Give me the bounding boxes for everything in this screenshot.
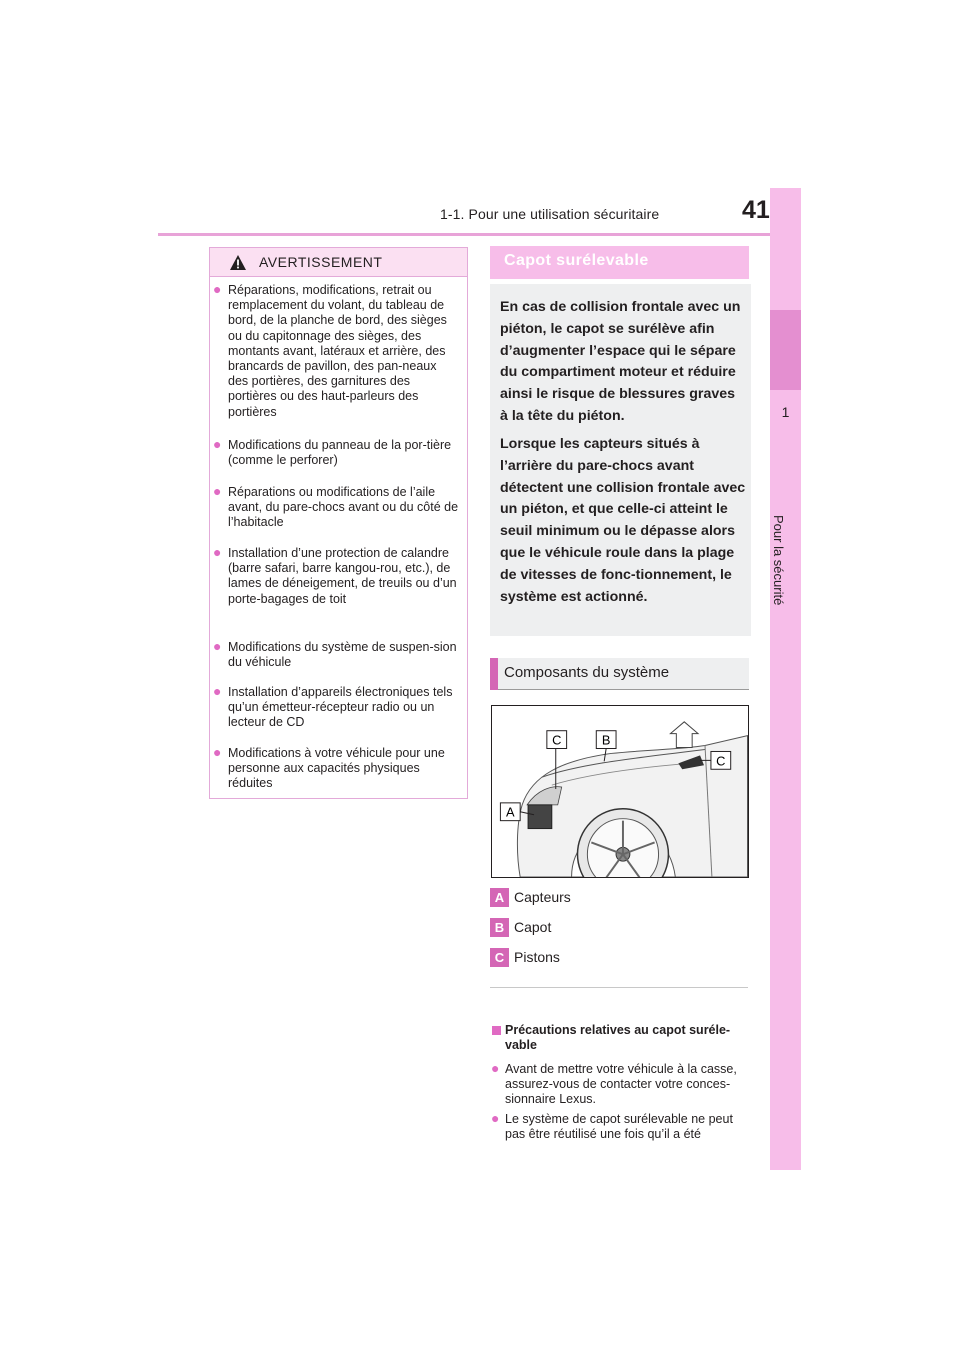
illustration-label-a: A [506, 804, 515, 820]
header-rule [158, 233, 770, 236]
warning-item: ● Installation d’appareils électroniques tels qu’un émetteur-récepteur radio ou un lecteur de CD [213, 683, 453, 730]
chapter-title: Pour la sécurité [771, 515, 786, 606]
legend-label-capot: Capot [514, 919, 552, 935]
capot-paragraph: Lorsque les capteurs situés à l’arrière du pare-chocs avant détectent une collision frontale avec un piéton, et que celle-ci atteint le seuil minimum ou le dépasse alors que le véhicule roule dans la plage de vitesses de fonc-tionnement, le système est actionné. [500, 436, 746, 605]
illustration-label-c1: C [552, 732, 562, 748]
section-header: 1-1. Pour une utilisation sécuritaire [440, 206, 660, 222]
warning-item: ● Modifications du panneau de la por-tière (comme le perforer) [213, 436, 452, 468]
bullet-icon: ● [213, 544, 222, 560]
square-bullet-icon [492, 1026, 501, 1035]
components-title: Composants du système [504, 664, 670, 681]
components-header-bar [490, 658, 498, 690]
section-divider [490, 987, 748, 988]
warning-triangle-icon [229, 254, 247, 271]
bullet-icon: ● [491, 1110, 500, 1126]
bullet-icon: ● [213, 281, 222, 297]
legend-label-pistons: Pistons [514, 949, 560, 965]
capot-paragraph: En cas de collision frontale avec un piéton, le capot se surélève afin d’augmenter l’espace qui le sépare du compartiment moteur et réduire ainsi le risque de blessures graves à la tête du piéton. [500, 299, 741, 424]
notes-title: Précautions relatives au capot suréle-vable [505, 1023, 750, 1053]
warning-item: ● Modifications à votre véhicule pour une personne aux capacités physiques réduites [213, 744, 445, 791]
bullet-icon: ● [213, 638, 222, 654]
legend-label-capteurs: Capteurs [514, 889, 571, 905]
page-number: 41 [742, 196, 770, 224]
warning-item: ● Installation d’une protection de calandre (barre safari, barre kangou-rou, etc.), de lames de déneigement, de treuils ou d’un porte-bagages de toit [213, 544, 457, 606]
warning-item: ● Réparations ou modifications de l’aile avant, du pare-chocs avant ou du côté de l’habitacle [213, 483, 459, 530]
chapter-tab-marker [770, 310, 801, 390]
bullet-icon: ● [213, 483, 222, 499]
bullet-icon: ● [491, 1060, 500, 1076]
legend-key-b: B [490, 918, 509, 937]
warning-title: AVERTISSEMENT [259, 254, 383, 270]
legend-key-c: C [490, 948, 509, 967]
note-item: ● Le système de capot surélevable ne peut pas être réutilisé une fois qu’il a été [491, 1110, 733, 1142]
note-item: ● Avant de mettre votre véhicule à la casse, assurez-vous de contacter votre conces-sionnaire Lexus. [491, 1060, 737, 1107]
capot-title: Capot surélevable [504, 252, 649, 269]
illustration-label-b: B [601, 732, 611, 748]
warning-item: ● Réparations, modifications, retrait ou remplacement du volant, du tableau de bord, de la planche de bord, des sièges ou du capitonnage des sièges, des montants avant, latéraux et arrière, des brancards de pavillon, des pan-neaux des portières, des garnitures des portières ou des haut-parleurs des portières [213, 281, 447, 419]
car-front-illustration [491, 705, 749, 878]
bullet-icon: ● [213, 436, 222, 452]
illustration-label-c2: C [716, 753, 726, 769]
bullet-icon: ● [213, 683, 222, 699]
chapter-number: 1 [781, 404, 790, 420]
bullet-icon: ● [213, 744, 222, 760]
warning-item: ● Modifications du système de suspen-sion du véhicule [213, 638, 457, 670]
legend-key-a: A [490, 888, 509, 907]
